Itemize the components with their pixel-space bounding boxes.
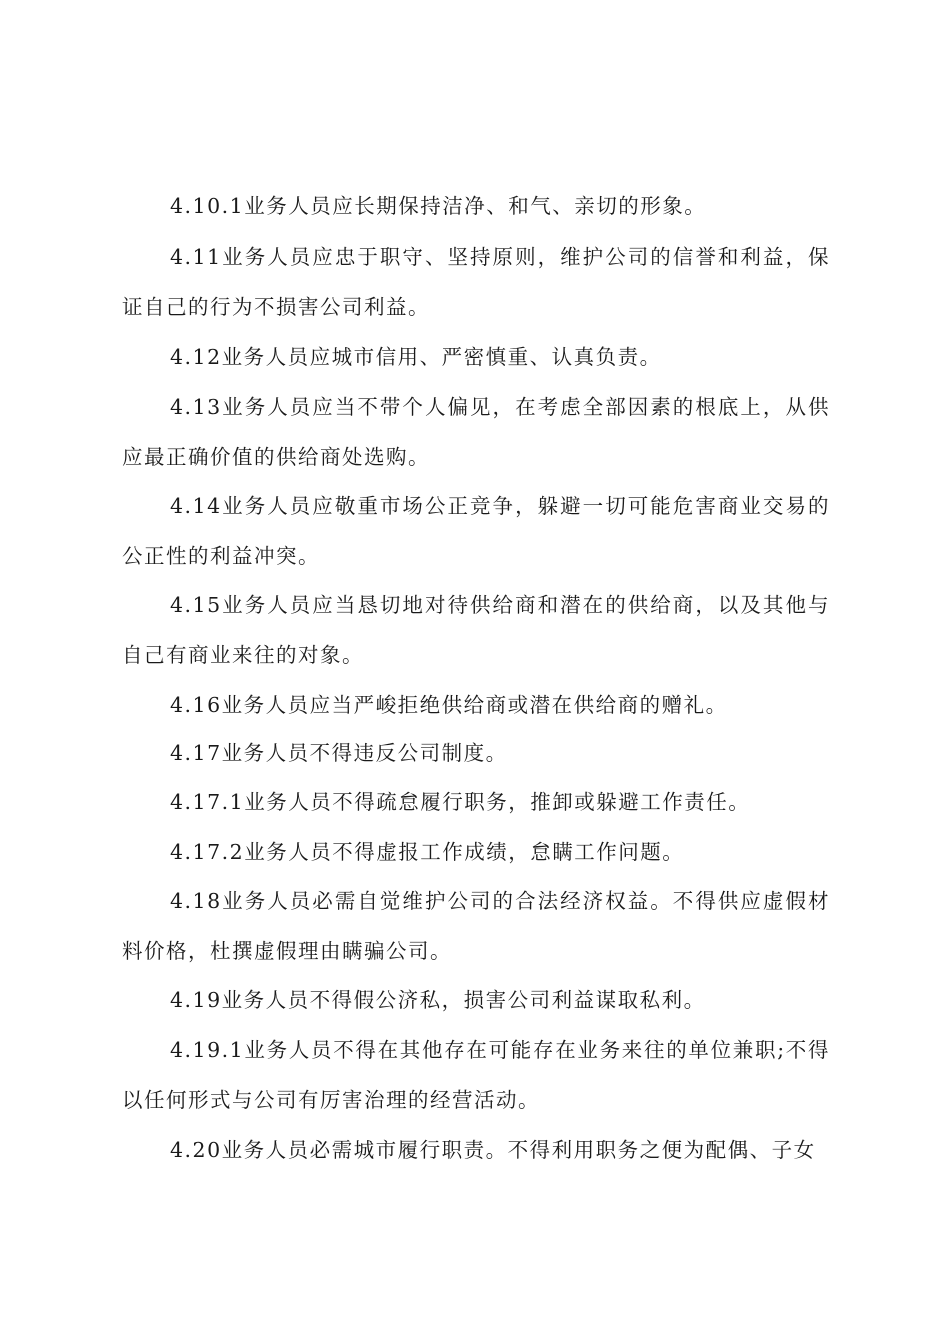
paragraph-4-18: 4.18业务人员必需自觉维护公司的合法经济权益。不得供应虚假材料价格，杜撰虚假理由瞒骗公司。	[122, 889, 830, 963]
paragraph-4-17-2: 4.17.2业务人员不得虚报工作成绩，怠瞒工作问题。	[170, 840, 685, 864]
paragraph-4-19-1: 4.19.1业务人员不得在其他存在可能存在业务来往的单位兼职;不得以任何形式与公司有厉害治理的经营活动。	[122, 1038, 830, 1112]
paragraph-4-16: 4.16业务人员应当严峻拒绝供给商或潜在供给商的赠礼。	[170, 693, 728, 717]
paragraph-4-12: 4.12业务人员应城市信用、严密慎重、认真负责。	[170, 345, 662, 369]
paragraph-4-15: 4.15业务人员应当恳切地对待供给商和潜在的供给商，以及其他与自己有商业来往的对象。	[122, 593, 830, 667]
paragraph-4-17-1: 4.17.1业务人员不得疏怠履行职务，推卸或躲避工作责任。	[170, 790, 751, 814]
paragraph-4-13: 4.13业务人员应当不带个人偏见，在考虑全部因素的根底上，从供应最正确价值的供给商处选购。	[122, 395, 830, 469]
paragraph-4-10-1: 4.10.1业务人员应长期保持洁净、和气、亲切的形象。	[170, 194, 707, 218]
paragraph-4-17: 4.17业务人员不得违反公司制度。	[170, 741, 508, 765]
paragraph-4-11: 4.11业务人员应忠于职守、坚持原则，维护公司的信誉和利益，保证自己的行为不损害公司利益。	[122, 245, 830, 319]
paragraph-4-14: 4.14业务人员应敬重市场公正竞争，躲避一切可能危害商业交易的公正性的利益冲突。	[122, 494, 830, 568]
paragraph-4-19: 4.19业务人员不得假公济私，损害公司利益谋取私利。	[170, 988, 706, 1012]
paragraph-4-20: 4.20业务人员必需城市履行职责。不得利用职务之便为配偶、子女	[170, 1138, 816, 1162]
